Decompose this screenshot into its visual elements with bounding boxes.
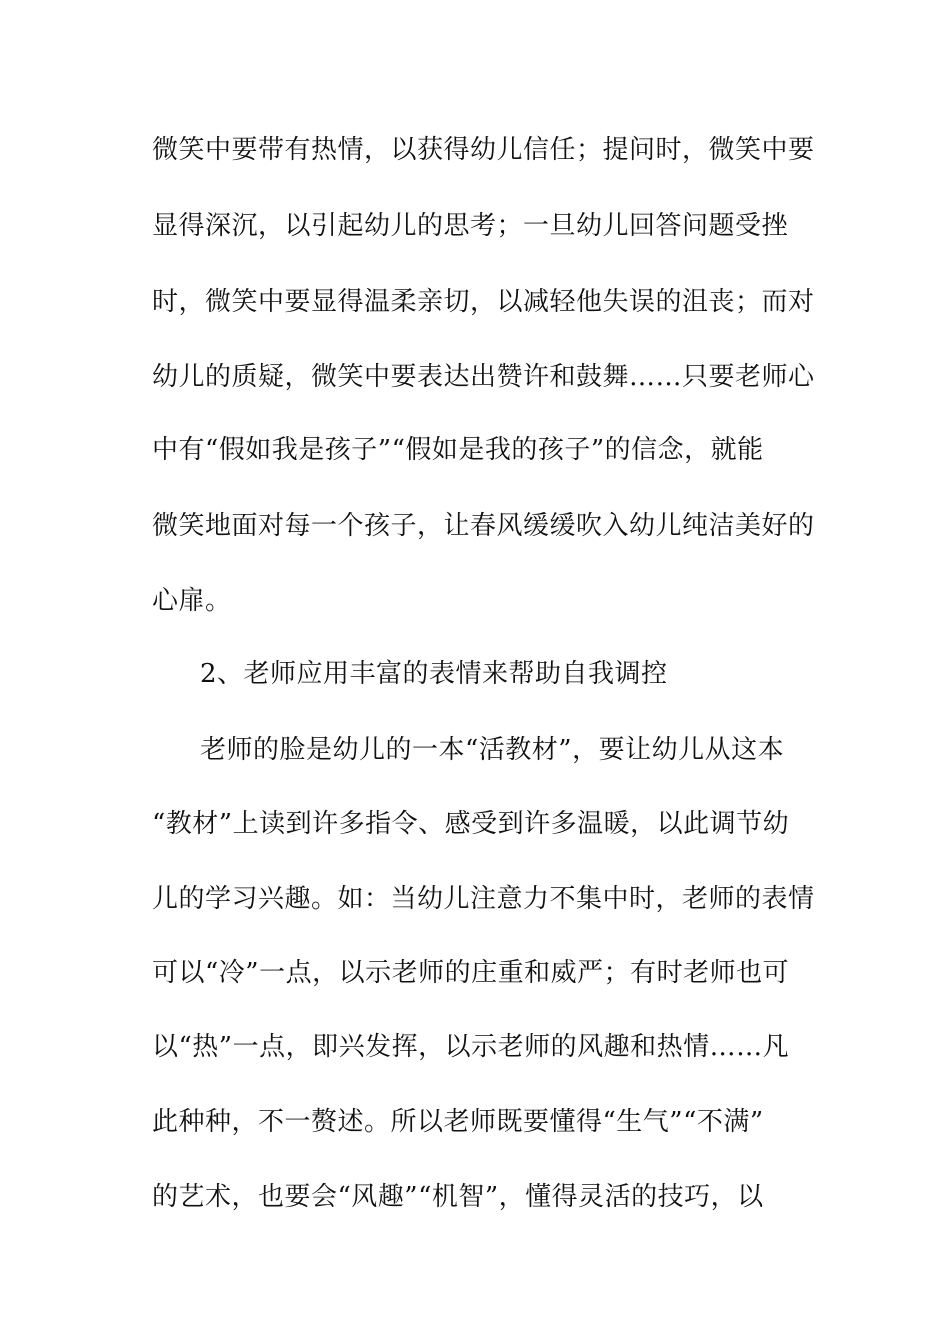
text-line-5: 中有“假如我是孩子”“假如是我的孩子”的信念，就能 <box>152 435 764 465</box>
text-line-6: 微笑地面对每一个孩子，让春风缓缓吹入幼儿纯洁美好的 <box>152 511 815 541</box>
text-line-9: 老师的脸是幼儿的一本“活教材”，要让幼儿从这本 <box>200 735 785 765</box>
text-line-3: 时，微笑中要显得温柔亲切，以减轻他失误的沮丧；而对 <box>152 287 815 317</box>
text-line-1: 微笑中要带有热情，以获得幼儿信任；提问时，微笑中要 <box>152 135 815 165</box>
text-line-10: “教材”上读到许多指令、感受到许多温暖，以此调节幼 <box>152 809 790 839</box>
text-line-15: 的艺术，也要会“风趣”“机智”，懂得灵活的技巧，以 <box>152 1182 764 1212</box>
text-line-2: 显得深沉，以引起幼儿的思考；一旦幼儿回答问题受挫 <box>152 211 789 241</box>
text-line-7: 心扉。 <box>152 586 232 616</box>
text-line-12: 可以“冷”一点，以示老师的庄重和威严；有时老师也可 <box>152 958 790 988</box>
text-line-4: 幼儿的质疑，微笑中要表达出赞许和鼓舞……只要老师心 <box>152 362 815 392</box>
section-heading: 2、老师应用丰富的表情来帮助自我调控 <box>200 659 668 689</box>
text-line-13: 以“热”一点，即兴发挥，以示老师的风趣和热情……凡 <box>152 1032 790 1062</box>
text-line-11: 儿的学习兴趣。如：当幼儿注意力不集中时，老师的表情 <box>152 884 815 914</box>
text-line-14: 此种种，不一赘述。所以老师既要懂得“生气”“不满” <box>152 1107 764 1137</box>
